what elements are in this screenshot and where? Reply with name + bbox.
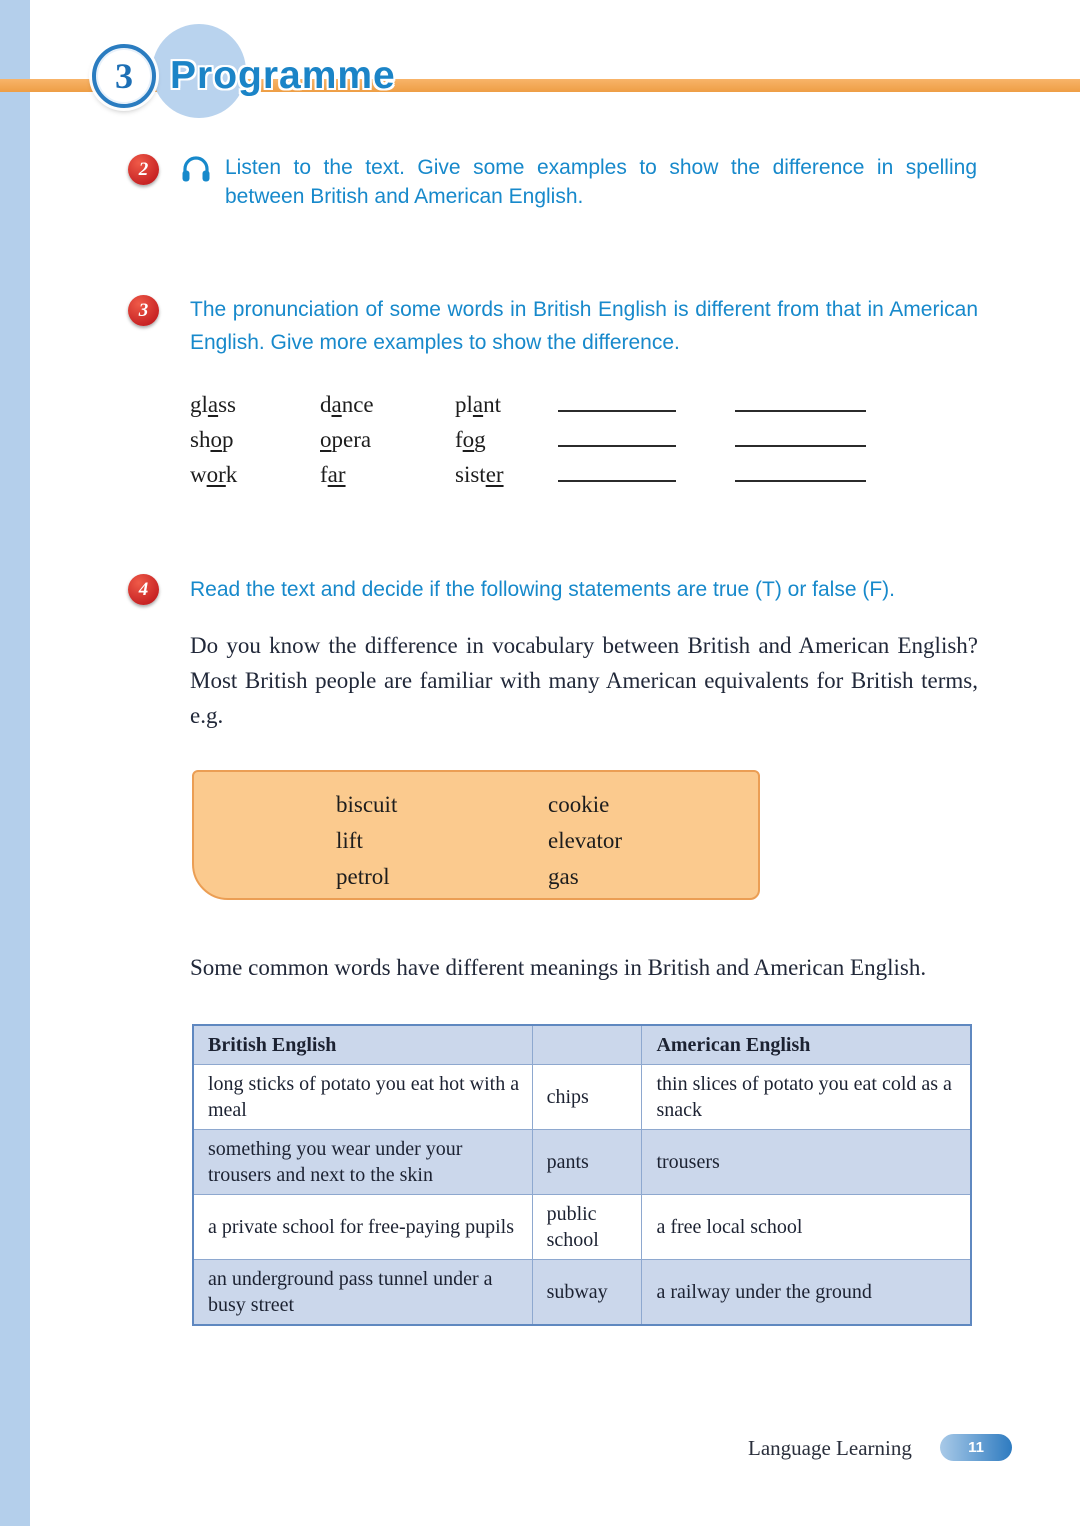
pronunciation-word	[320, 462, 455, 488]
cell-shared-word: public school	[532, 1195, 642, 1260]
reading-paragraph: Do you know the difference in vocabulary between British and American English? Most British people are familiar with many American equivalents for British terms, e.g.	[190, 633, 978, 728]
equivalent-pair	[336, 823, 758, 859]
cell-british-definition: an underground pass tunnel under a busy street	[193, 1260, 532, 1326]
equivalent-british: biscuit	[336, 792, 398, 817]
page-edge-strip	[0, 0, 30, 1526]
pronunciation-row	[190, 383, 867, 418]
table-header-row	[193, 1025, 971, 1065]
pronunciation-row	[190, 418, 867, 453]
cell-shared-word: subway	[532, 1260, 642, 1326]
answer-blank	[735, 384, 866, 412]
cell-shared-word: chips	[532, 1065, 642, 1130]
word-segment-underlined: ar	[327, 462, 346, 487]
answer-blank	[558, 419, 676, 447]
equivalent-american: elevator	[548, 828, 623, 853]
exercise3-number-badge	[128, 295, 159, 326]
word-segment: w	[190, 462, 207, 487]
exercise4-number-badge	[128, 574, 159, 605]
cell-american-definition: a railway under the ground	[642, 1260, 971, 1326]
headphones-icon	[180, 156, 212, 189]
meanings-note: Some common words have different meanings in British and American English.	[190, 955, 927, 980]
equivalent-pair	[336, 859, 758, 895]
cell-american-definition: thin slices of potato you eat cold as a snack	[642, 1065, 971, 1130]
answer-blank	[558, 454, 676, 482]
vocabulary-comparison-table	[192, 1024, 972, 1326]
word-segment: nt	[483, 392, 501, 417]
word-segment: p	[221, 427, 234, 452]
equivalent-american: gas	[548, 864, 579, 889]
table-row	[193, 1260, 971, 1326]
word-segment: f	[320, 462, 328, 487]
table-row	[193, 1065, 971, 1130]
word-segment: pl	[455, 392, 473, 417]
table-row	[193, 1130, 971, 1195]
page-number-badge	[940, 1434, 1012, 1461]
exercise3-number: 3	[138, 299, 149, 321]
word-segment: d	[320, 392, 332, 417]
cell-british-definition: something you wear under your trousers and next to the skin	[193, 1130, 532, 1195]
equivalent-british: lift	[336, 828, 363, 853]
word-segment: pera	[331, 427, 372, 452]
word-segment: ss	[218, 392, 237, 417]
pronunciation-word	[320, 427, 455, 453]
word-segment-underlined: a	[331, 392, 342, 417]
pronunciation-word	[320, 392, 455, 418]
exercise2-number: 2	[138, 158, 149, 180]
exercise2-number-badge	[128, 154, 159, 185]
pronunciation-word	[190, 462, 320, 488]
word-segment: sh	[190, 427, 211, 452]
table-header-middle	[532, 1025, 642, 1065]
answer-blank	[735, 419, 866, 447]
cell-american-definition: trousers	[642, 1130, 971, 1195]
word-segment: nce	[341, 392, 374, 417]
cell-american-definition: a free local school	[642, 1195, 971, 1260]
pronunciation-row	[190, 453, 867, 488]
exercise2-instruction: Listen to the text. Give some examples to show the difference in spelling between British and American English.	[225, 156, 977, 208]
answer-blank	[558, 384, 676, 412]
word-segment-underlined: o	[320, 427, 332, 452]
pronunciation-word	[190, 392, 320, 418]
unit-number-badge	[92, 44, 156, 108]
page-number: 11	[968, 1439, 984, 1456]
word-segment: gl	[190, 392, 208, 417]
answer-blank	[735, 454, 866, 482]
vocabulary-equivalents-box	[192, 770, 760, 900]
pronunciation-word	[455, 427, 558, 453]
word-segment: k	[225, 462, 238, 487]
pronunciation-word	[455, 392, 558, 418]
pronunciation-practice-grid	[190, 383, 867, 488]
exercise4-number: 4	[138, 578, 149, 600]
word-segment: g	[474, 427, 486, 452]
word-segment: f	[455, 427, 463, 452]
footer-section-label: Language Learning	[748, 1436, 912, 1460]
word-segment-underlined: a	[472, 392, 484, 417]
equivalent-american: cookie	[548, 792, 610, 817]
unit-title: Programme	[170, 54, 396, 97]
word-segment-underlined: a	[207, 392, 219, 417]
exercise3-instruction: The pronunciation of some words in British English is different from that in American English. Give more examples to show the difference.	[190, 298, 978, 354]
equivalent-british: petrol	[336, 864, 390, 889]
cell-british-definition: long sticks of potato you eat hot with a meal	[193, 1065, 532, 1130]
word-segment-underlined: er	[485, 462, 504, 487]
unit-number: 3	[115, 56, 133, 96]
exercise4-instruction: Read the text and decide if the following statements are true (T) or false (F).	[190, 578, 895, 601]
pronunciation-word	[190, 427, 320, 453]
word-segment-underlined: o	[462, 427, 475, 452]
word-segment-underlined: or	[206, 462, 226, 487]
cell-british-definition: a private school for free-paying pupils	[193, 1195, 532, 1260]
table-header-american: American English	[642, 1025, 971, 1065]
pronunciation-word	[455, 462, 558, 488]
table-row	[193, 1195, 971, 1260]
cell-shared-word: pants	[532, 1130, 642, 1195]
word-segment-underlined: o	[210, 427, 222, 452]
table-header-british: British English	[193, 1025, 532, 1065]
equivalent-pair	[336, 787, 758, 823]
word-segment: sist	[455, 462, 486, 487]
